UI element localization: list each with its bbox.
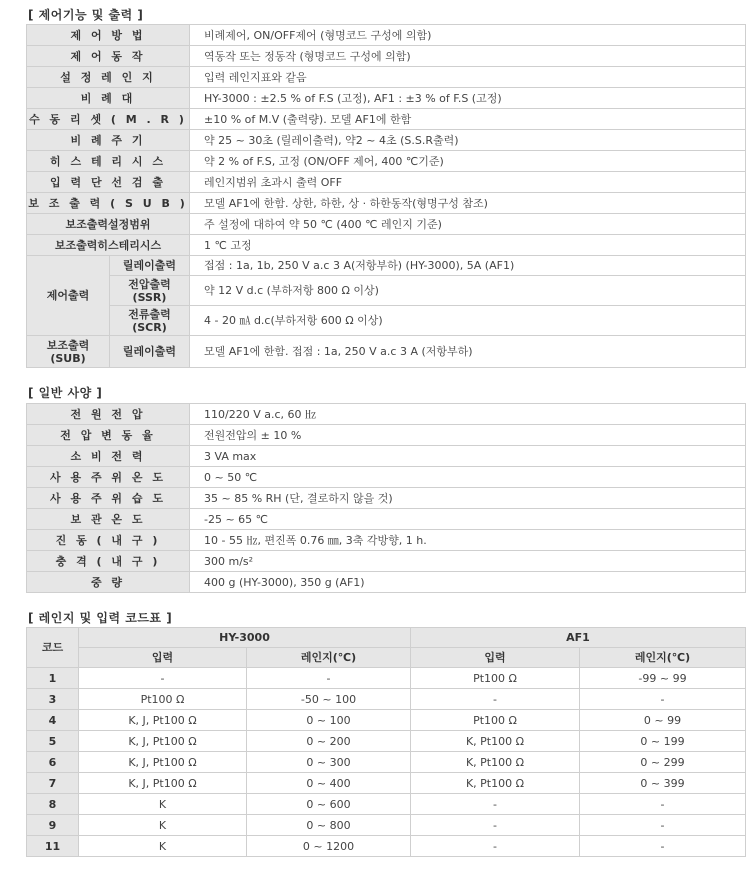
af-range-cell: 0 ~ 399 [580, 773, 746, 794]
hy-range-cell: - [247, 668, 411, 689]
code-table [26, 627, 746, 857]
spec-value: -25 ~ 65 ℃ [190, 509, 746, 530]
spec-label: 전 압 변 동 율 [27, 425, 190, 446]
control-row [27, 130, 746, 151]
control-output-row [27, 306, 746, 336]
sub-output-row [27, 336, 746, 368]
control-row [27, 88, 746, 109]
spec-value: 약 2 % of F.S, 고정 (ON/OFF 제어, 400 ℃기준) [190, 151, 746, 172]
code-cell: 4 [27, 710, 79, 731]
af-input-cell: - [411, 836, 580, 857]
hy-range-cell: 0 ~ 300 [247, 752, 411, 773]
spec-label: 소 비 전 력 [27, 446, 190, 467]
spec-value: 입력 레인지표와 같음 [190, 67, 746, 88]
af-input-cell: - [411, 794, 580, 815]
output-type-name: 전압출력 [128, 277, 171, 291]
output-type-code: (SCR) [132, 320, 167, 334]
general-row [27, 425, 746, 446]
hy-input-cell: - [79, 668, 247, 689]
af-range-cell: 0 ~ 199 [580, 731, 746, 752]
output-type [110, 306, 190, 336]
spec-value: 35 ~ 85 % RH (단, 결로하지 않을 것) [190, 488, 746, 509]
control-row [27, 235, 746, 256]
af1-header: AF1 [411, 628, 746, 648]
control-spec-table [26, 24, 746, 368]
sub-output-value: 모델 AF1에 한함. 접점 : 1a, 250 V a.c 3 A (저항부하) [190, 336, 746, 368]
spec-value: 전원전압의 ± 10 % [190, 425, 746, 446]
af-range-cell: 0 ~ 99 [580, 710, 746, 731]
general-section-title: [ 일반 사양 ] [28, 386, 103, 400]
output-value: 4 - 20 ㎃ d.c(부하저항 600 Ω 이상) [190, 306, 746, 336]
sub-output-label-code: (SUB) [50, 351, 86, 365]
spec-label: 사 용 주 위 습 도 [27, 488, 190, 509]
hy-input-cell: Pt100 Ω [79, 689, 247, 710]
af-input-cell: K, Pt100 Ω [411, 752, 580, 773]
af-range-cell: - [580, 815, 746, 836]
control-row [27, 172, 746, 193]
general-row [27, 572, 746, 593]
spec-label: 수 동 리 셋 ( M . R ) [27, 109, 190, 130]
control-row [27, 67, 746, 88]
code-row [27, 794, 746, 815]
general-row [27, 551, 746, 572]
output-type-code: (SSR) [132, 290, 167, 304]
general-spec-table [26, 403, 746, 593]
af-range-cell: -99 ~ 99 [580, 668, 746, 689]
hy-input-cell: K, J, Pt100 Ω [79, 773, 247, 794]
spec-value: 레인지범위 초과시 출력 OFF [190, 172, 746, 193]
spec-label: 중 량 [27, 572, 190, 593]
spec-label: 충 격 ( 내 구 ) [27, 551, 190, 572]
hy-input-cell: K, J, Pt100 Ω [79, 752, 247, 773]
code-cell: 7 [27, 773, 79, 794]
sub-output-label [27, 336, 110, 368]
spec-value: 주 설정에 대하여 약 50 ℃ (400 ℃ 레인지 기준) [190, 214, 746, 235]
control-row [27, 109, 746, 130]
af-input-cell: - [411, 689, 580, 710]
hy-input-cell: K [79, 815, 247, 836]
spec-label: 사 용 주 위 온 도 [27, 467, 190, 488]
af-input-cell: Pt100 Ω [411, 668, 580, 689]
code-row [27, 752, 746, 773]
general-row [27, 467, 746, 488]
sub-output-type: 릴레이출력 [110, 336, 190, 368]
general-row [27, 509, 746, 530]
spec-value: 110/220 V a.c, 60 ㎐ [190, 404, 746, 425]
code-cell: 1 [27, 668, 79, 689]
output-value: 접점 : 1a, 1b, 250 V a.c 3 A(저항부하) (HY-3000), 5A (AF1) [190, 256, 746, 276]
hy-input-cell: K [79, 836, 247, 857]
hy-input-cell: K [79, 794, 247, 815]
output-type [110, 276, 190, 306]
spec-label: 보 조 출 력 ( S U B ) [27, 193, 190, 214]
output-type-name: 전류출력 [128, 307, 171, 321]
af-input-cell: - [411, 815, 580, 836]
hy-input-cell: K, J, Pt100 Ω [79, 731, 247, 752]
control-output-label: 제어출력 [27, 256, 110, 336]
hy-input-header: 입력 [79, 648, 247, 668]
code-cell: 8 [27, 794, 79, 815]
spec-value: 1 ℃ 고정 [190, 235, 746, 256]
af-range-cell: - [580, 689, 746, 710]
control-section-title: [ 제어기능 및 출력 ] [28, 8, 144, 22]
hy-range-cell: -50 ~ 100 [247, 689, 411, 710]
spec-value: 역동작 또는 정동작 (형명코드 구성에 의함) [190, 46, 746, 67]
hy-input-cell: K, J, Pt100 Ω [79, 710, 247, 731]
control-row [27, 25, 746, 46]
spec-label: 설 정 레 인 지 [27, 67, 190, 88]
control-row [27, 46, 746, 67]
hy-range-cell: 0 ~ 100 [247, 710, 411, 731]
code-row [27, 668, 746, 689]
output-value: 약 12 V d.c (부하저항 800 Ω 이상) [190, 276, 746, 306]
spec-label: 제 어 방 법 [27, 25, 190, 46]
spec-label: 히 스 테 리 시 스 [27, 151, 190, 172]
spec-label: 입 력 단 선 검 출 [27, 172, 190, 193]
hy-range-cell: 0 ~ 600 [247, 794, 411, 815]
spec-value: 0 ~ 50 ℃ [190, 467, 746, 488]
spec-label: 보 관 온 도 [27, 509, 190, 530]
hy-range-cell: 0 ~ 200 [247, 731, 411, 752]
hy3000-header: HY-3000 [79, 628, 411, 648]
af-range-header: 레인지(℃) [580, 648, 746, 668]
control-output-row [27, 276, 746, 306]
af-range-cell: - [580, 794, 746, 815]
spec-value: 비례제어, ON/OFF제어 (형명코드 구성에 의함) [190, 25, 746, 46]
general-row [27, 488, 746, 509]
control-row [27, 151, 746, 172]
code-row [27, 773, 746, 794]
code-cell: 9 [27, 815, 79, 836]
output-type: 릴레이출력 [110, 256, 190, 276]
af-input-header: 입력 [411, 648, 580, 668]
hy-range-cell: 0 ~ 1200 [247, 836, 411, 857]
general-row [27, 404, 746, 425]
spec-value: 모델 AF1에 한함. 상한, 하한, 상 · 하한동작(형명구성 참조) [190, 193, 746, 214]
spec-value: HY-3000 : ±2.5 % of F.S (고정), AF1 : ±3 % of F.S (고정) [190, 88, 746, 109]
spec-label: 보조출력설정범위 [27, 214, 190, 235]
code-row [27, 836, 746, 857]
spec-label: 비 례 대 [27, 88, 190, 109]
spec-value: 3 VA max [190, 446, 746, 467]
code-row [27, 731, 746, 752]
code-header: 코드 [27, 628, 79, 668]
code-cell: 11 [27, 836, 79, 857]
af-range-cell: 0 ~ 299 [580, 752, 746, 773]
af-range-cell: - [580, 836, 746, 857]
af-input-cell: K, Pt100 Ω [411, 731, 580, 752]
code-row [27, 815, 746, 836]
hy-range-cell: 0 ~ 400 [247, 773, 411, 794]
sub-output-label-name: 보조출력 [46, 338, 90, 352]
spec-value: 약 25 ~ 30초 (릴레이출력), 약2 ~ 4초 (S.S.R출력) [190, 130, 746, 151]
code-row [27, 689, 746, 710]
general-row [27, 446, 746, 467]
control-row [27, 214, 746, 235]
spec-label: 전 원 전 압 [27, 404, 190, 425]
hy-range-cell: 0 ~ 800 [247, 815, 411, 836]
control-output-row [27, 256, 746, 276]
af-input-cell: K, Pt100 Ω [411, 773, 580, 794]
spec-label: 비 례 주 기 [27, 130, 190, 151]
spec-label: 진 동 ( 내 구 ) [27, 530, 190, 551]
spec-value: 300 m/s² [190, 551, 746, 572]
general-row [27, 530, 746, 551]
spec-label: 보조출력히스테리시스 [27, 235, 190, 256]
code-row [27, 710, 746, 731]
spec-value: 10 - 55 ㎐, 편진폭 0.76 ㎜, 3축 각방향, 1 h. [190, 530, 746, 551]
control-row [27, 193, 746, 214]
spec-value: 400 g (HY-3000), 350 g (AF1) [190, 572, 746, 593]
code-cell: 3 [27, 689, 79, 710]
hy-range-header: 레인지(℃) [247, 648, 411, 668]
code-section-title: [ 레인지 및 입력 코드표 ] [28, 611, 173, 625]
code-cell: 6 [27, 752, 79, 773]
code-cell: 5 [27, 731, 79, 752]
spec-value: ±10 % of M.V (출력량). 모델 AF1에 한함 [190, 109, 746, 130]
spec-label: 제 어 동 작 [27, 46, 190, 67]
af-input-cell: Pt100 Ω [411, 710, 580, 731]
